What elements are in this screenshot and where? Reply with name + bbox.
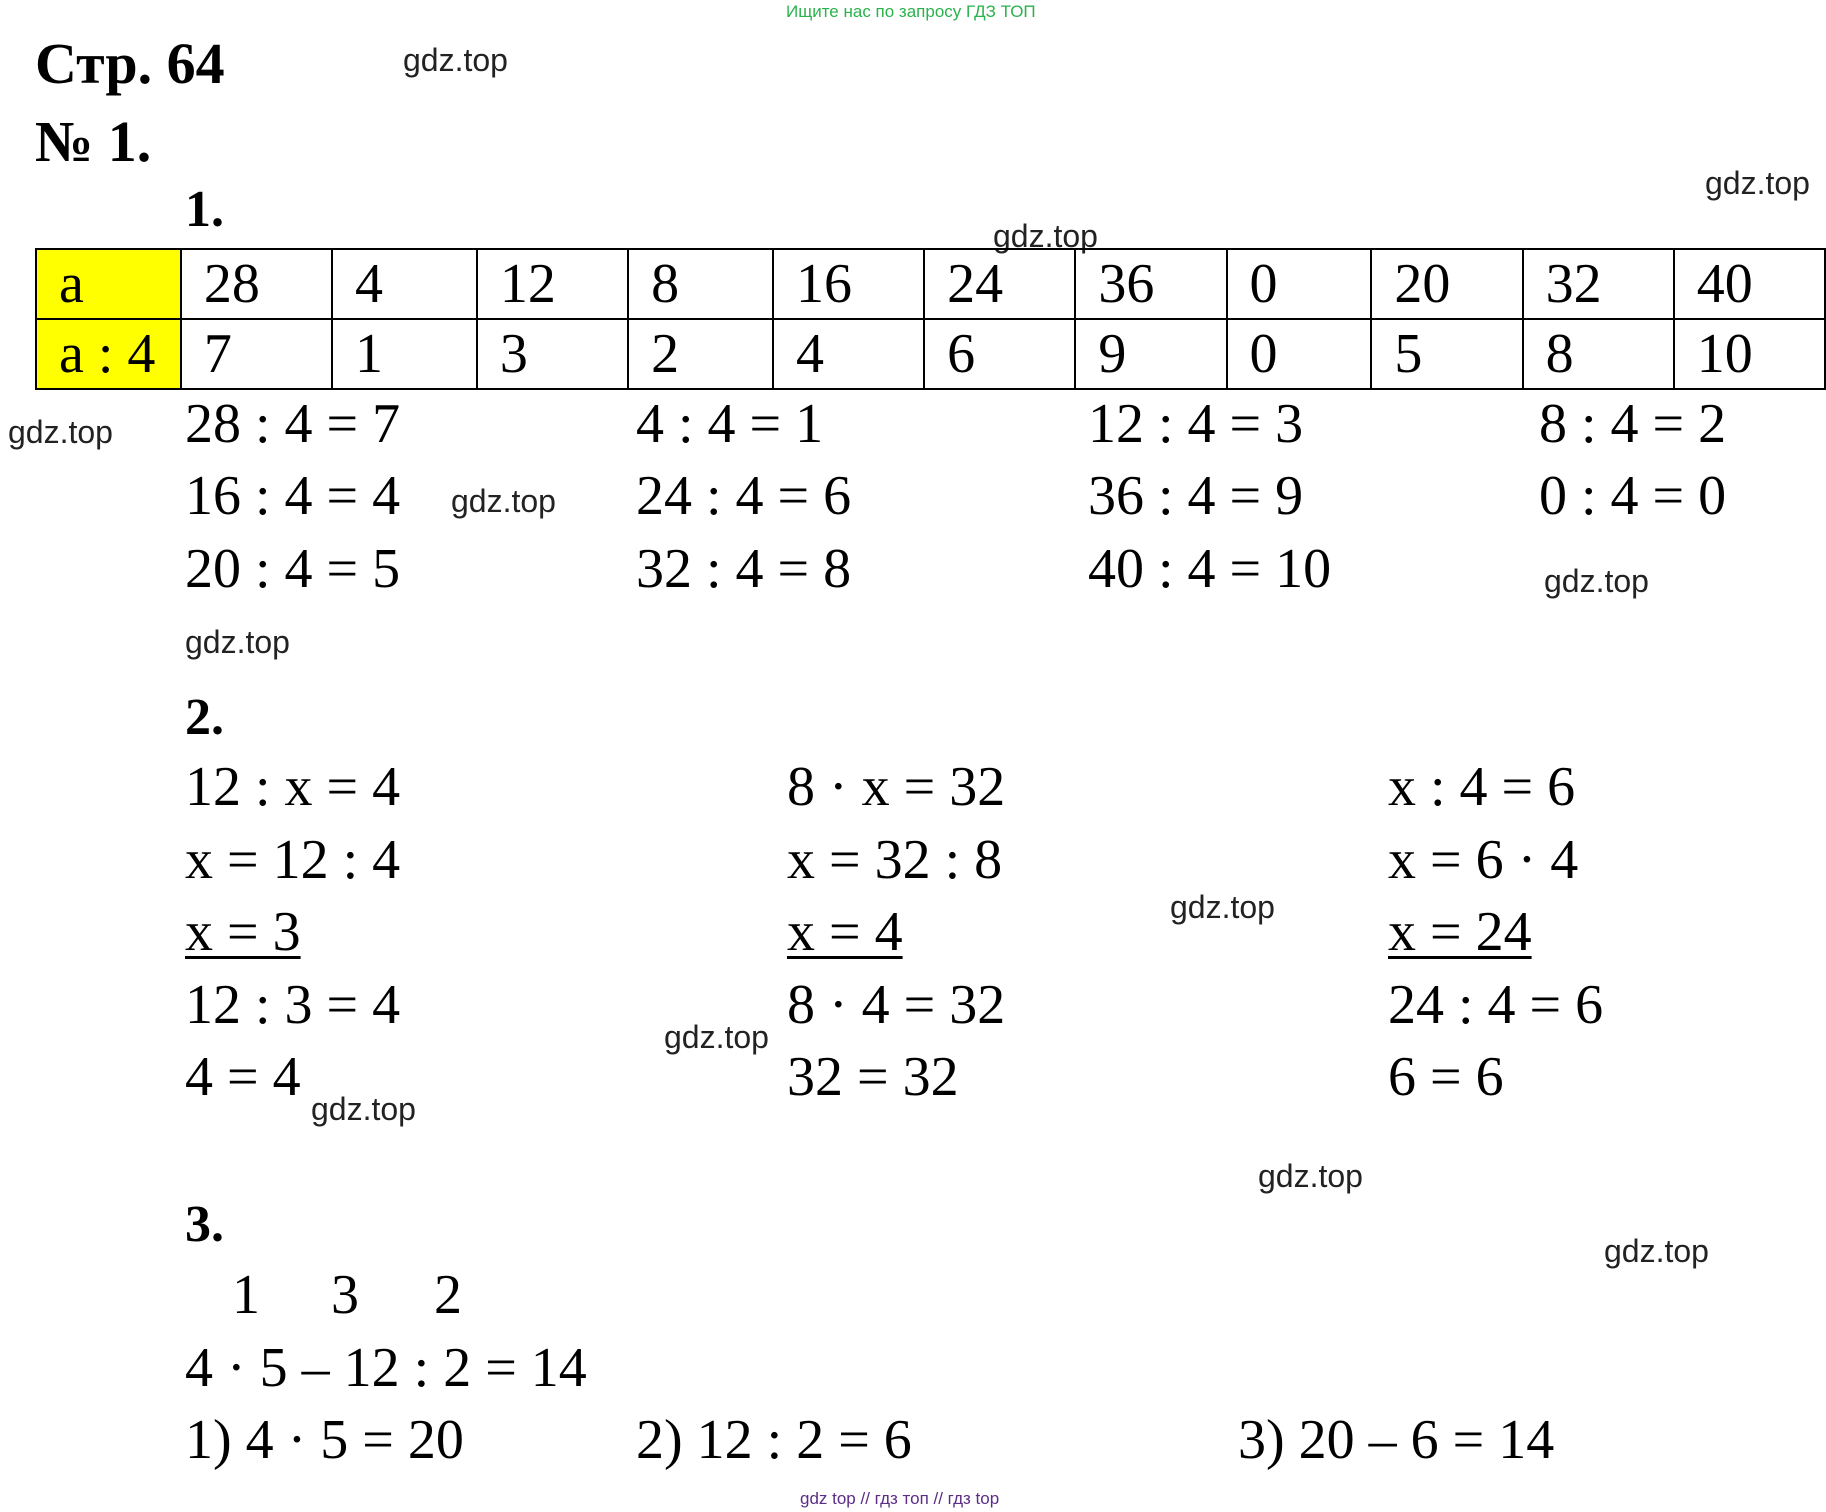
equation: 12 : x = 4 bbox=[185, 756, 401, 818]
equation: x = 12 : 4 bbox=[185, 829, 401, 891]
table-cell: 28 bbox=[181, 249, 332, 319]
equation: 16 : 4 = 4 bbox=[185, 465, 401, 527]
step: 2) 12 : 2 = 6 bbox=[636, 1409, 912, 1471]
page-title: Стр. 64 bbox=[35, 31, 225, 96]
equation: 24 : 4 = 6 bbox=[1388, 974, 1604, 1036]
table-cell: 8 bbox=[1523, 319, 1674, 389]
table-cell: 0 bbox=[1227, 249, 1372, 319]
equation: 6 = 6 bbox=[1388, 1046, 1504, 1108]
step: 3) 20 – 6 = 14 bbox=[1238, 1409, 1555, 1471]
expression: 4 · 5 – 12 : 2 = 14 bbox=[185, 1337, 587, 1399]
table-cell: 4 bbox=[773, 319, 924, 389]
equation: 20 : 4 = 5 bbox=[185, 538, 401, 600]
table-header-cell: a : 4 bbox=[36, 319, 181, 389]
equation: 32 = 32 bbox=[787, 1046, 959, 1108]
equation: 28 : 4 = 7 bbox=[185, 393, 401, 455]
table-cell: 5 bbox=[1371, 319, 1522, 389]
equation: 40 : 4 = 10 bbox=[1088, 538, 1332, 600]
equation: 4 = 4 bbox=[185, 1046, 301, 1108]
table-header-cell: a bbox=[36, 249, 181, 319]
table-row bbox=[36, 319, 1825, 389]
footer-links[interactable]: gdz top // гдз топ // гдз top bbox=[800, 1489, 1000, 1508]
section-3-label: 3. bbox=[185, 1196, 224, 1253]
table-cell: 16 bbox=[773, 249, 924, 319]
section-2-label: 2. bbox=[185, 689, 224, 746]
equation: x = 6 · 4 bbox=[1388, 829, 1579, 891]
watermark: gdz.top bbox=[664, 1019, 769, 1055]
watermark: gdz.top bbox=[1705, 165, 1810, 201]
equation: 8 : 4 = 2 bbox=[1539, 393, 1727, 455]
equation: 24 : 4 = 6 bbox=[636, 465, 852, 527]
table-cell: 6 bbox=[924, 319, 1075, 389]
watermark: gdz.top bbox=[1170, 889, 1275, 925]
watermark: gdz.top bbox=[403, 42, 508, 78]
equation: 4 : 4 = 1 bbox=[636, 393, 824, 455]
equation: x : 4 = 6 bbox=[1388, 756, 1576, 818]
answer-equation: x = 3 bbox=[185, 901, 301, 963]
table-cell: 8 bbox=[628, 249, 773, 319]
watermark: gdz.top bbox=[993, 218, 1098, 254]
table-cell: 2 bbox=[628, 319, 773, 389]
equation: 32 : 4 = 8 bbox=[636, 538, 852, 600]
answer-equation: x = 24 bbox=[1388, 901, 1532, 963]
table-row bbox=[36, 249, 1825, 319]
watermark: gdz.top bbox=[8, 414, 113, 450]
table-cell: 1 bbox=[332, 319, 477, 389]
section-1-label: 1. bbox=[185, 181, 224, 238]
watermark: gdz.top bbox=[451, 483, 556, 519]
order-mark: 2 bbox=[434, 1264, 462, 1326]
order-mark: 3 bbox=[331, 1264, 359, 1326]
answer-equation: x = 4 bbox=[787, 901, 903, 963]
step: 1) 4 · 5 = 20 bbox=[185, 1409, 464, 1471]
equation: 8 · 4 = 32 bbox=[787, 974, 1006, 1036]
watermark: gdz.top bbox=[311, 1091, 416, 1127]
equation: x = 32 : 8 bbox=[787, 829, 1003, 891]
table-cell: 32 bbox=[1523, 249, 1674, 319]
table-cell: 12 bbox=[477, 249, 628, 319]
watermark: gdz.top bbox=[1544, 563, 1649, 599]
table-cell: 0 bbox=[1227, 319, 1372, 389]
values-table bbox=[35, 248, 1826, 390]
table-cell: 24 bbox=[924, 249, 1075, 319]
watermark: gdz.top bbox=[185, 624, 290, 660]
table-cell: 40 bbox=[1674, 249, 1825, 319]
table-cell: 7 bbox=[181, 319, 332, 389]
table-cell: 4 bbox=[332, 249, 477, 319]
table-cell: 20 bbox=[1371, 249, 1522, 319]
equation: 36 : 4 = 9 bbox=[1088, 465, 1304, 527]
watermark: gdz.top bbox=[1258, 1158, 1363, 1194]
equation: 8 · x = 32 bbox=[787, 756, 1006, 818]
top-banner[interactable]: Ищите нас по запросу ГДЗ ТОП bbox=[786, 2, 1036, 21]
exercise-title: № 1. bbox=[35, 109, 152, 174]
table-cell: 36 bbox=[1075, 249, 1226, 319]
watermark: gdz.top bbox=[1604, 1233, 1709, 1269]
equation: 12 : 4 = 3 bbox=[1088, 393, 1304, 455]
table-cell: 9 bbox=[1075, 319, 1226, 389]
equation: 12 : 3 = 4 bbox=[185, 974, 401, 1036]
order-mark: 1 bbox=[232, 1264, 260, 1326]
table-cell: 3 bbox=[477, 319, 628, 389]
table-cell: 10 bbox=[1674, 319, 1825, 389]
equation: 0 : 4 = 0 bbox=[1539, 465, 1727, 527]
